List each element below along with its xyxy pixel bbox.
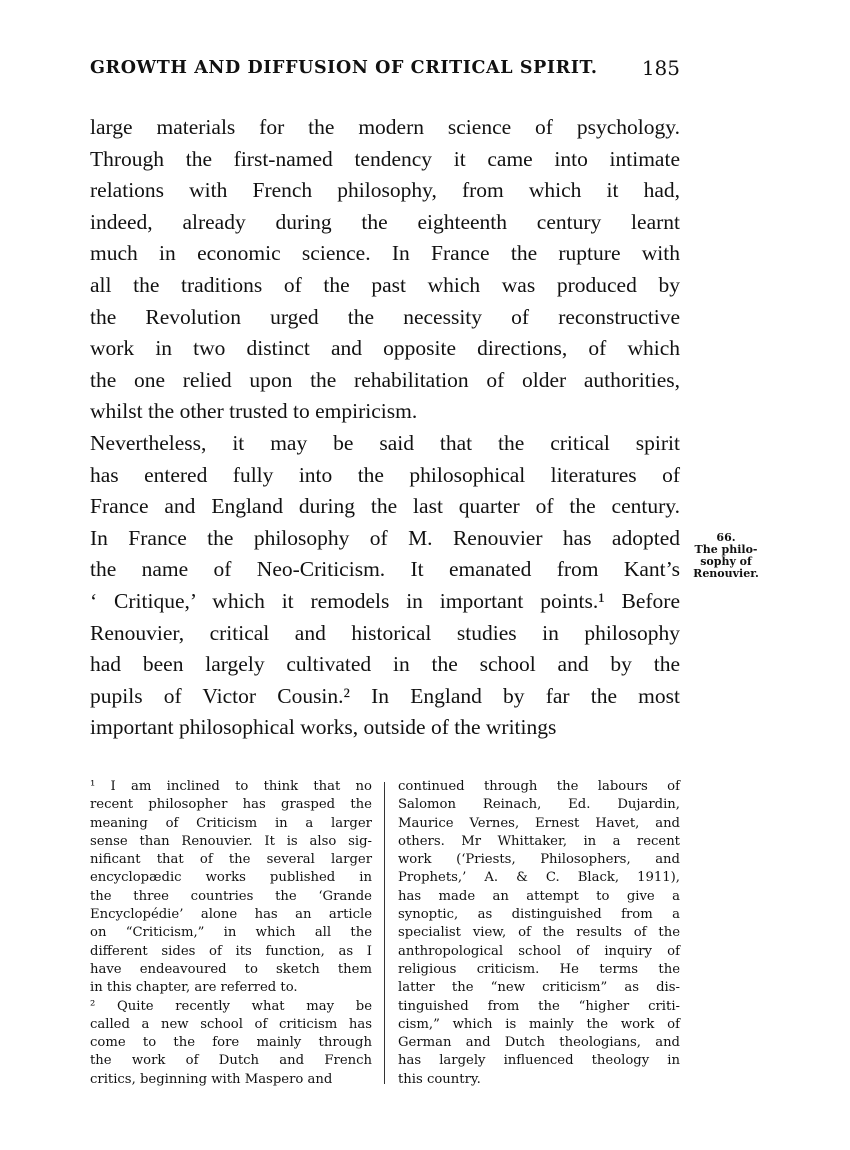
text-line: much in economic science. In France the rupture with [90, 241, 680, 266]
footnote-line: anthropological school of inquiry of [398, 943, 680, 959]
column-divider [384, 782, 385, 1084]
footnote-line: in this chapter, are referred to. [90, 980, 298, 996]
text-line: work in two distinct and opposite directions, of which [90, 336, 680, 361]
text-line: whilst the other trusted to empiricism. [90, 399, 418, 424]
footnote-line: critics, beginning with Maspero and [90, 1071, 333, 1087]
footnote-line: others. Mr Whittaker, in a recent [398, 833, 680, 849]
margin-note-line: sophy of [700, 555, 752, 568]
text-line: In France the philosophy of M. Renouvier has adopted [90, 525, 680, 550]
footnote-line: tinguished from the “higher criti- [398, 998, 680, 1014]
margin-note [686, 532, 766, 580]
footnote-line: encyclopædic works published in [90, 870, 372, 886]
text-line: relations with French philosophy, from which it had, [90, 178, 680, 203]
text-line: the name of Neo-Criticism. It emanated from Kant’s [90, 557, 680, 582]
text-line: Through the first-named tendency it came into intimate [90, 146, 680, 171]
footnote-column-right [398, 778, 680, 1089]
text-line: Nevertheless, it may be said that the critical spirit [90, 430, 680, 455]
text-line: Renouvier, critical and historical studies in philosophy [90, 620, 680, 645]
running-head: GROWTH AND DIFFUSION OF CRITICAL SPIRIT. [90, 58, 598, 78]
footnote-line: different sides of its function, as I [90, 943, 372, 959]
text-line: the Revolution urged the necessity of reconstructive [90, 304, 680, 329]
page-number: 185 [641, 56, 680, 80]
body-text [90, 112, 680, 744]
footnote-column-left [90, 778, 372, 1089]
text-line: important philosophical works, outside of the writings [90, 715, 557, 740]
footnote-line: come to the fore mainly through [90, 1035, 372, 1051]
footnote-line: recent philosopher has grasped the [90, 797, 372, 813]
footnote-line: latter the “new criticism” as dis- [398, 980, 680, 996]
footnote-line: ¹ I am inclined to think that no [90, 779, 372, 794]
text-line: has entered fully into the philosophical literatures of [90, 462, 680, 487]
footnote-line: have endeavoured to sketch them [90, 961, 372, 977]
footnote-line: meaning of Criticism in a larger [90, 815, 372, 831]
footnote-line: nificant that of the several larger [90, 852, 372, 868]
footnote-line: has largely influenced theology in [398, 1053, 680, 1069]
text-line: France and England during the last quarter of the century. [90, 494, 680, 519]
text-line: pupils of Victor Cousin.² In England by far the most [90, 683, 680, 708]
footnote-line: religious criticism. He terms the [398, 961, 680, 977]
margin-note-number: 66. [716, 531, 736, 544]
footnote-line: cism,” which is mainly the work of [398, 1016, 680, 1032]
footnote-line: has made an attempt to give a [398, 888, 680, 904]
footnote-line: synoptic, as distinguished from a [398, 907, 680, 923]
text-line: had been largely cultivated in the school and by the [90, 652, 680, 677]
footnote-line: German and Dutch theologians, and [398, 1035, 680, 1051]
text-line: all the traditions of the past which was produced by [90, 272, 680, 297]
footnote-line: ² Quite recently what may be [90, 998, 372, 1014]
footnote-line: called a new school of criticism has [90, 1016, 372, 1032]
footnote-line: the three countries the ‘Grande [90, 888, 372, 904]
footnote-line: specialist view, of the results of the [398, 925, 680, 941]
footnote-line: this country. [398, 1071, 481, 1087]
text-line: indeed, already during the eighteenth century learnt [90, 209, 680, 234]
margin-note-line: The philo- [694, 543, 758, 556]
footnote-line: continued through the labours of [398, 779, 680, 794]
footnote-line: Encyclopédie’ alone has an article [90, 907, 372, 923]
margin-note-line: Renouvier. [693, 567, 759, 580]
text-line: large materials for the modern science of psychology. [90, 115, 680, 139]
page-header [90, 58, 680, 88]
footnote-line: the work of Dutch and French [90, 1053, 372, 1069]
footnote-line: Prophets,’ A. & C. Black, 1911), [398, 870, 680, 886]
footnote-line: sense than Renouvier. It is also sig- [90, 833, 372, 849]
text-line: the one relied upon the rehabilitation of older authorities, [90, 367, 680, 392]
text-line: ‘ Critique,’ which it remodels in important points.¹ Before [90, 588, 680, 613]
footnote-line: Maurice Vernes, Ernest Havet, and [398, 815, 680, 831]
footnote-line: Salomon Reinach, Ed. Dujardin, [398, 797, 680, 813]
footnote-line: on “Criticism,” in which all the [90, 925, 372, 941]
footnote-line: work (‘Priests, Philosophers, and [398, 852, 680, 868]
